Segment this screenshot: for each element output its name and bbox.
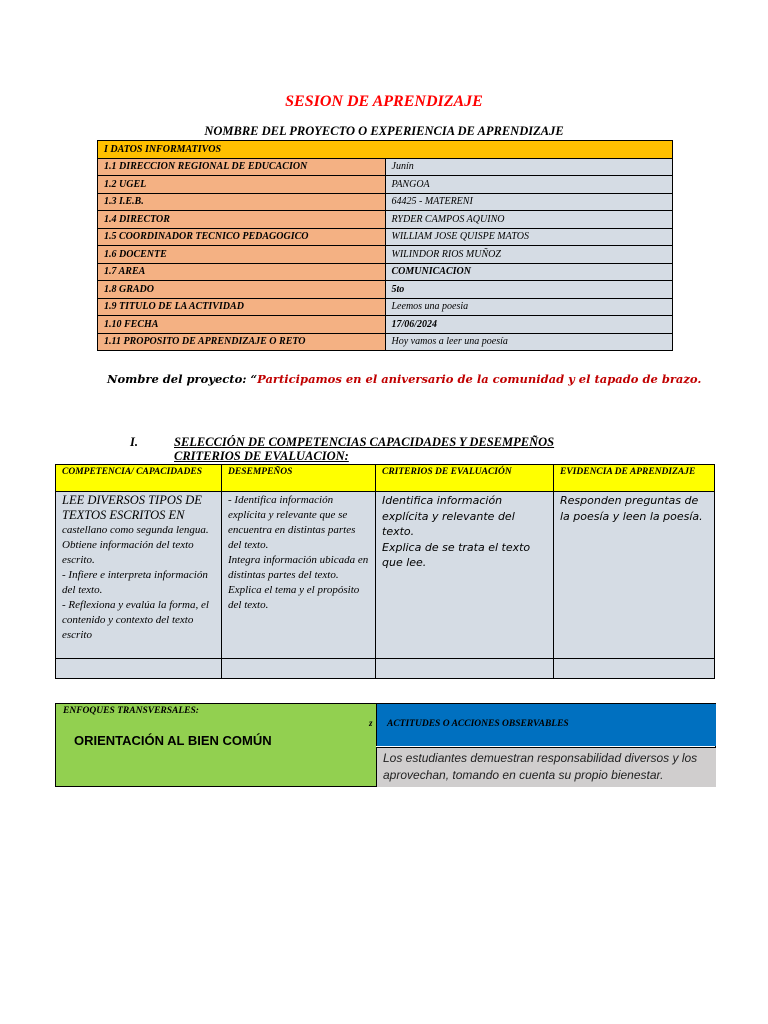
document-title: SESION DE APRENDIZAJE <box>285 93 483 110</box>
project-heading: NOMBRE DEL PROYECTO O EXPERIENCIA DE APRENDIZAJE <box>204 124 564 138</box>
info-value: 64425 - MATERENI <box>385 193 673 211</box>
info-label: 1.10 FECHA <box>98 316 386 334</box>
criterio-line: Identifica información explícita y relevante del texto. <box>382 494 515 538</box>
competencia-main: LEE DIVERSOS TIPOS DE TEXTOS ESCRITOS EN <box>62 493 202 522</box>
criterios-cell <box>376 492 554 659</box>
header-desempenos: DESEMPEÑOS <box>222 465 376 492</box>
actitudes-title: ACTITUDES O ACCIONES OBSERVABLES <box>387 719 569 729</box>
info-value: WILLIAM JOSE QUISPE MATOS <box>385 228 673 246</box>
info-value: Junín <box>385 158 673 176</box>
info-row <box>98 316 673 334</box>
info-row <box>98 158 673 176</box>
actitudes-body <box>376 747 716 787</box>
info-value: 5to <box>385 281 673 299</box>
info-label: 1.2 UGEL <box>98 176 386 194</box>
info-value: COMUNICACION <box>385 263 673 281</box>
info-label: 1.8 GRADO <box>98 281 386 299</box>
datos-informativos-table <box>97 140 673 351</box>
evidencia-text: Responden preguntas de la poesía y leen la poesía. <box>560 494 703 523</box>
empty-cell <box>222 659 376 679</box>
info-label: 1.11 PROPOSITO DE APRENDIZAJE O RETO <box>98 333 386 351</box>
empty-cell <box>554 659 715 679</box>
info-label: 1.6 DOCENTE <box>98 246 386 264</box>
actitudes-text: Los estudiantes demuestran responsabilidad diversos y los aprovechan, tomando en cuenta su propio bienestar. <box>383 751 698 782</box>
competencias-body-row <box>56 492 715 659</box>
info-value: Hoy vamos a leer una poesía <box>385 333 673 351</box>
competencia-line: - Infiere e interpreta información del texto. <box>62 569 208 596</box>
info-row <box>98 211 673 229</box>
info-label: 1.5 COORDINADOR TECNICO PEDAGOGICO <box>98 228 386 246</box>
info-row <box>98 263 673 281</box>
actitudes-header <box>376 704 716 746</box>
empty-cell <box>56 659 222 679</box>
info-row <box>98 281 673 299</box>
enfoques-panel <box>56 704 376 786</box>
section-number: I. <box>130 435 138 449</box>
info-label: 1.4 DIRECTOR <box>98 211 386 229</box>
info-row <box>98 333 673 351</box>
info-value: PANGOA <box>385 176 673 194</box>
desempeno-line: Explica el tema y el propósito del texto. <box>228 584 360 611</box>
project-name <box>107 371 707 388</box>
competencia-line: - Reflexiona y evalúa la forma, el contenido y contexto del texto escrito <box>62 599 209 641</box>
enfoques-value: ORIENTACIÓN AL BIEN COMÚN <box>74 733 272 748</box>
header-criterios: CRITERIOS DE EVALUACIÓN <box>376 465 554 492</box>
info-header: I DATOS INFORMATIVOS <box>98 141 673 159</box>
header-evidencia: EVIDENCIA DE APRENDIZAJE <box>554 465 715 492</box>
project-name-value: Participamos en el aniversario de la comunidad y el tapado de brazo. <box>257 372 702 386</box>
competencia-cell <box>56 492 222 659</box>
desempeno-line: Integra información ubicada en distintas partes del texto. <box>228 554 369 581</box>
competencias-empty-row <box>56 659 715 679</box>
header-competencia: COMPETENCIA/ CAPACIDADES <box>56 465 222 492</box>
empty-cell <box>376 659 554 679</box>
desempeno-line: - Identifica información explícita y relevante que se encuentra en distintas partes del texto. <box>228 494 356 551</box>
info-row <box>98 246 673 264</box>
evidencia-cell <box>554 492 715 659</box>
info-label: 1.3 I.E.B. <box>98 193 386 211</box>
info-label: 1.9 TITULO DE LA ACTIVIDAD <box>98 298 386 316</box>
info-value: 17/06/2024 <box>385 316 673 334</box>
info-value: WILINDOR RIOS MUÑOZ <box>385 246 673 264</box>
info-value: Leemos una poesia <box>385 298 673 316</box>
info-row <box>98 176 673 194</box>
project-name-label: Nombre del proyecto: “ <box>107 372 258 386</box>
section-title: SELECCIÓN DE COMPETENCIAS CAPACIDADES Y DESEMPEÑOS CRITERIOS DE EVALUACION: <box>174 435 555 463</box>
info-row <box>98 228 673 246</box>
desempenos-cell <box>222 492 376 659</box>
competencias-header-row <box>56 465 715 492</box>
enfoques-title: ENFOQUES TRANSVERSALES: <box>63 706 199 716</box>
enfoques-box <box>55 703 716 787</box>
competencia-line: castellano como segunda lengua. <box>62 524 209 536</box>
info-header-row <box>98 141 673 159</box>
criterio-line: Explica de se trata el texto que lee. <box>382 540 531 569</box>
enfoques-marker: z <box>369 718 373 728</box>
info-row <box>98 193 673 211</box>
info-label: 1.1 DIRECCION REGIONAL DE EDUCACION <box>98 158 386 176</box>
info-value: RYDER CAMPOS AQUINO <box>385 211 673 229</box>
competencia-line: Obtiene información del texto escrito. <box>62 539 194 566</box>
info-label: 1.7 AREA <box>98 263 386 281</box>
competencias-table <box>55 464 715 679</box>
info-row <box>98 298 673 316</box>
